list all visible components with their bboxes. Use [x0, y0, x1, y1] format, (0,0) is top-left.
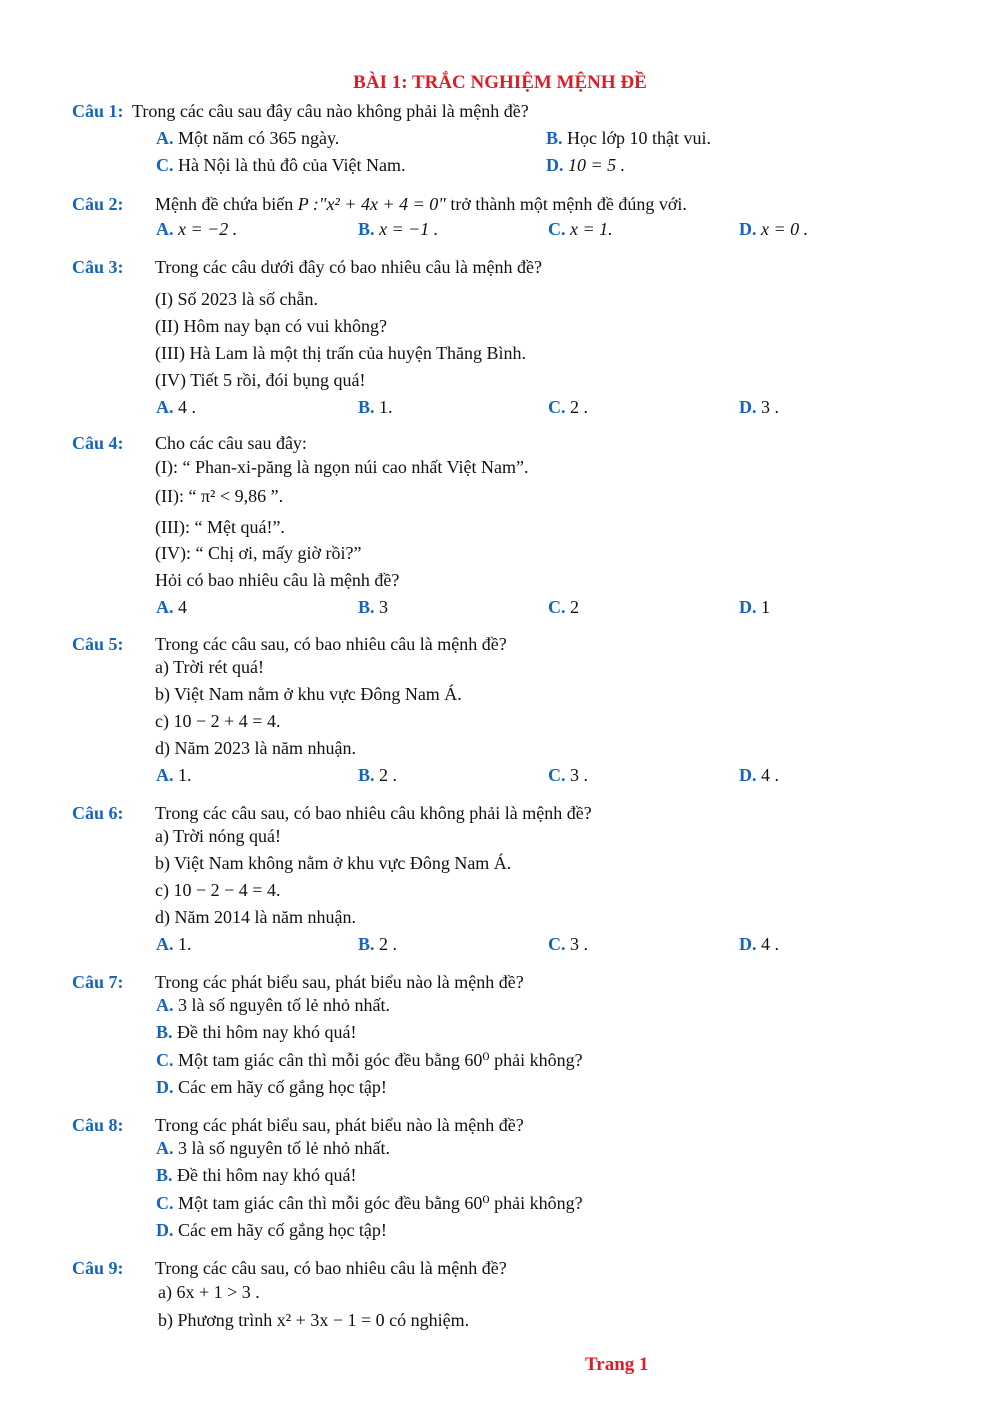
- page-title: BÀI 1: TRẮC NGHIỆM MỆNH ĐỀ: [353, 72, 647, 93]
- option-a: A. 1.: [156, 765, 192, 785]
- option-b: B. Học lớp 10 thật vui.: [546, 128, 712, 148]
- option-d: D. x = 0 .: [739, 219, 809, 239]
- option-a: A. 4: [156, 597, 187, 617]
- question-text: Trong các câu dưới đây có bao nhiêu câu là mệnh đề?: [155, 257, 542, 277]
- statement-line: (I): “ Phan-xi-păng là ngọn núi cao nhất Việt Nam”.: [155, 457, 529, 477]
- question-label: Câu 4:: [72, 433, 124, 453]
- option-b: B. 2 .: [358, 765, 398, 785]
- question-4: [72, 433, 952, 618]
- question-label: Câu 8:: [72, 1115, 124, 1135]
- question-9: [72, 1258, 952, 1338]
- question-label: Câu 9:: [72, 1258, 124, 1278]
- option-c: C. Một tam giác cân thì mỗi góc đều bằng 60⁰ phải không?: [156, 1050, 583, 1070]
- question-text: Cho các câu sau đây:: [155, 433, 307, 453]
- statement-line: d) Năm 2023 là năm nhuận.: [155, 738, 356, 758]
- statement-line: (II): “ π² < 9,86 ”.: [155, 486, 284, 506]
- option-a: A. Một năm có 365 ngày.: [156, 128, 340, 148]
- statement-line: b) Việt Nam nằm ở khu vực Đông Nam Á.: [155, 684, 462, 704]
- question-text: Trong các câu sau, có bao nhiêu câu là mệnh đề?: [155, 634, 507, 654]
- statement-line: a) Trời rét quá!: [155, 657, 265, 677]
- page-number: Trang 1: [585, 1354, 649, 1375]
- question-label: Câu 5:: [72, 634, 124, 654]
- option-b: B. 2 .: [358, 934, 398, 954]
- question-3: [72, 257, 952, 417]
- statement-line: c) 10 − 2 + 4 = 4.: [155, 711, 281, 731]
- question-text: Trong các phát biểu sau, phát biểu nào là mệnh đề?: [155, 1115, 524, 1135]
- question-2: [72, 194, 952, 244]
- option-d: D. 10 = 5 .: [546, 155, 626, 175]
- option-c: C. Một tam giác cân thì mỗi góc đều bằng 60⁰ phải không?: [156, 1193, 583, 1213]
- statement-line: (IV): “ Chị ơi, mấy giờ rồi?”: [155, 543, 362, 563]
- option-c: C. x = 1.: [548, 219, 613, 239]
- option-a: A. x = −2 .: [156, 219, 238, 239]
- option-d: D. Các em hãy cố gắng học tập!: [156, 1077, 387, 1097]
- option-b: B. Đề thi hôm nay khó quá!: [156, 1165, 357, 1185]
- question-label: Câu 1:: [72, 101, 124, 121]
- question-label: Câu 2:: [72, 194, 124, 214]
- option-c: C. Hà Nội là thủ đô của Việt Nam.: [156, 155, 406, 175]
- option-a: A. 3 là số nguyên tố lẻ nhỏ nhất.: [156, 1138, 390, 1158]
- option-b: B. x = −1 .: [358, 219, 439, 239]
- option-d: D. 4 .: [739, 765, 779, 785]
- option-d: D. Các em hãy cố gắng học tập!: [156, 1220, 387, 1240]
- option-c: C. 3 .: [548, 765, 588, 785]
- option-b: B. 3: [358, 597, 389, 617]
- option-d: D. 4 .: [739, 934, 779, 954]
- statement-line: c) 10 − 2 − 4 = 4.: [155, 880, 281, 900]
- option-d: D. 3 .: [739, 397, 779, 417]
- statement-line: (IV) Tiết 5 rồi, đói bụng quá!: [155, 370, 366, 390]
- option-a: A. 3 là số nguyên tố lẻ nhỏ nhất.: [156, 995, 390, 1015]
- question-label: Câu 3:: [72, 257, 124, 277]
- statement-line: d) Năm 2014 là năm nhuận.: [155, 907, 356, 927]
- statement-line: (III) Hà Lam là một thị trấn của huyện Thăng Bình.: [155, 343, 527, 363]
- statement-line: a) Trời nóng quá!: [155, 826, 282, 846]
- statement-line: (II) Hôm nay bạn có vui không?: [155, 316, 387, 336]
- option-c: C. 3 .: [548, 934, 588, 954]
- question-label: Câu 6:: [72, 803, 124, 823]
- question-8: [72, 1115, 952, 1245]
- question-text: Mệnh đề chứa biến P :"x² + 4x + 4 = 0" trở thành một mệnh đề đúng với.: [155, 194, 687, 214]
- option-b: B. 1.: [358, 397, 393, 417]
- question-text: Trong các phát biểu sau, phát biểu nào là mệnh đề?: [155, 972, 524, 992]
- statement-line: Hỏi có bao nhiêu câu là mệnh đề?: [155, 570, 400, 590]
- option-b: B. Đề thi hôm nay khó quá!: [156, 1022, 357, 1042]
- question-1: [72, 101, 952, 175]
- statement-line: a) 6x + 1 > 3 .: [158, 1282, 260, 1302]
- option-d: D. 1: [739, 597, 770, 617]
- option-c: C. 2 .: [548, 397, 588, 417]
- option-c: C. 2: [548, 597, 579, 617]
- statement-line: b) Phương trình x² + 3x − 1 = 0 có nghiệm.: [158, 1310, 470, 1330]
- statement-line: b) Việt Nam không nằm ở khu vực Đông Nam Á.: [155, 853, 512, 873]
- question-text: Trong các câu sau, có bao nhiêu câu không phải là mệnh đề?: [155, 803, 592, 823]
- question-7: [72, 972, 952, 1102]
- statement-line: (I) Số 2023 là số chẵn.: [155, 289, 318, 309]
- question-text: Trong các câu sau đây câu nào không phải là mệnh đề?: [132, 101, 529, 121]
- question-label: Câu 7:: [72, 972, 124, 992]
- option-a: A. 4 .: [156, 397, 196, 417]
- question-6: [72, 803, 952, 958]
- statement-line: (III): “ Mệt quá!”.: [155, 517, 285, 537]
- question-5: [72, 634, 952, 789]
- option-a: A. 1.: [156, 934, 192, 954]
- question-text: Trong các câu sau, có bao nhiêu câu là mệnh đề?: [155, 1258, 507, 1278]
